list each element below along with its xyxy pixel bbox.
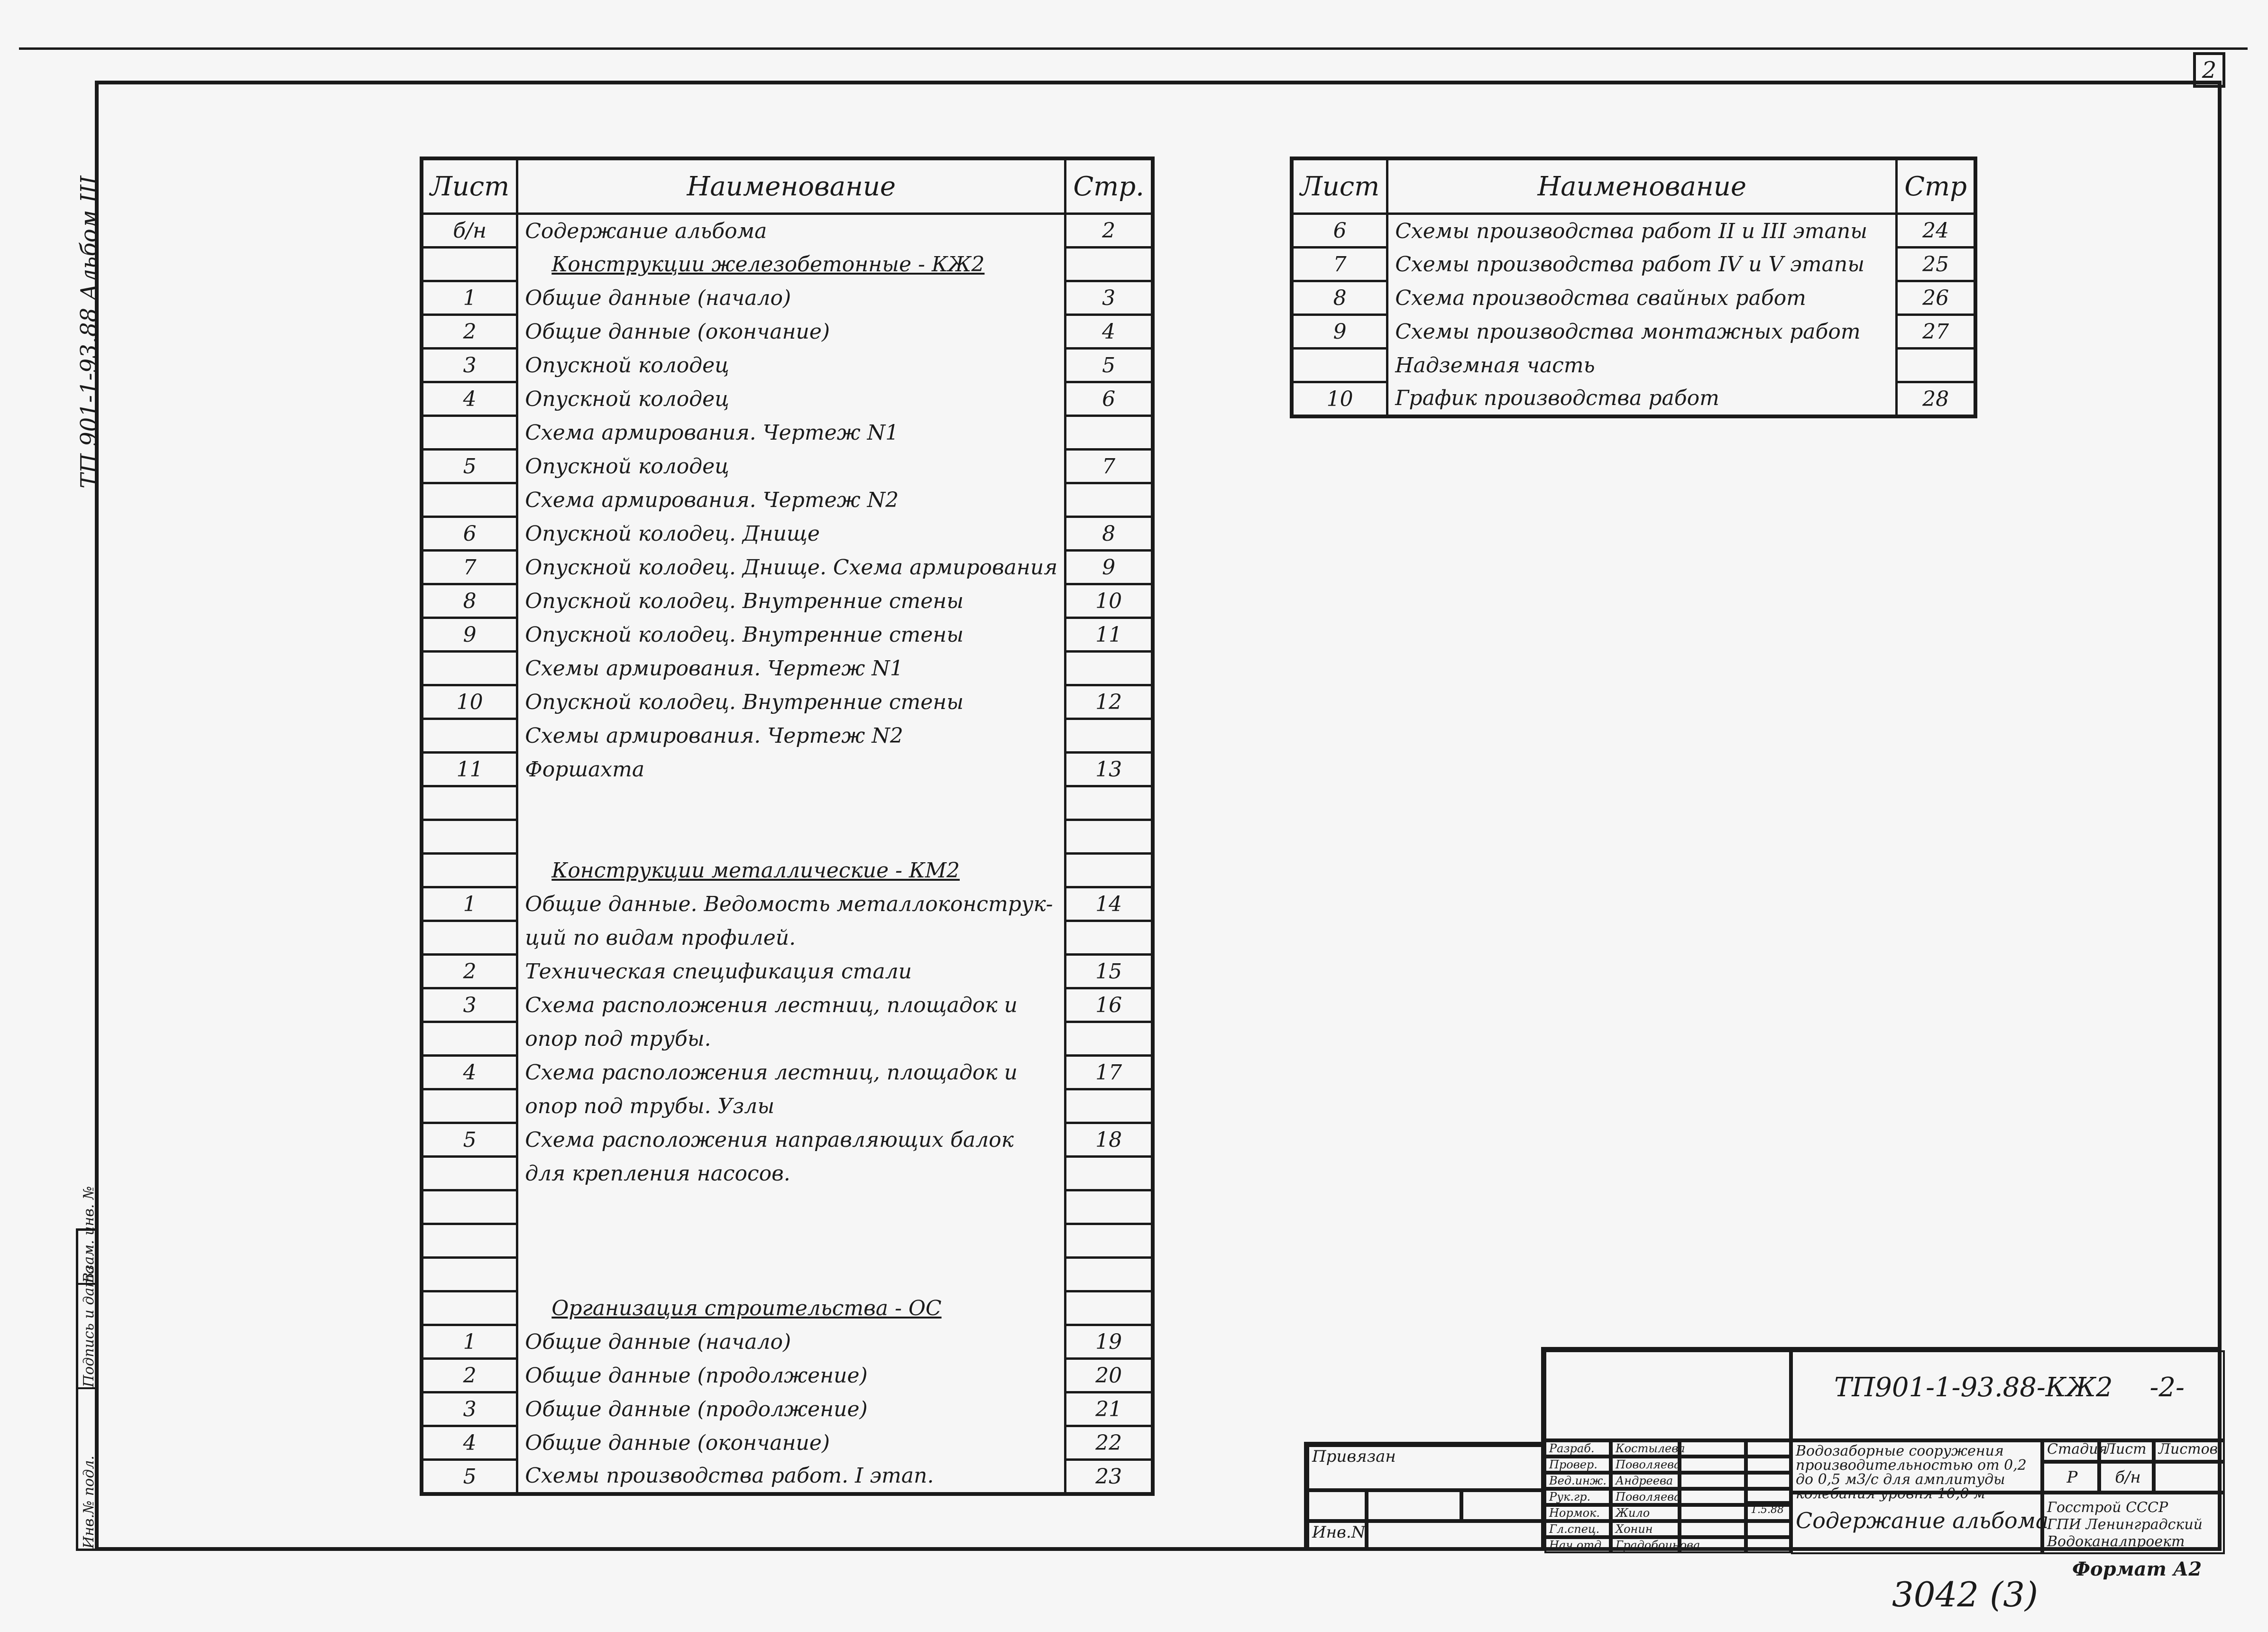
project-name: Водозаборные сооружения производительностью от 0,2 до 0,5 м3/с для амплитуды колебания уровня 10,0 м <box>1791 1440 2042 1493</box>
toc-left-name: ций по видам профилей. <box>517 921 1065 955</box>
toc-left-name: для крепления насосов. <box>517 1157 1065 1190</box>
toc-left-page: 8 <box>1065 517 1153 551</box>
binding-cell-1 <box>1307 1490 1367 1521</box>
toc-right-page: 26 <box>1897 281 1975 315</box>
toc-left-page <box>1065 854 1153 887</box>
toc-left-name: Опускной колодец. Внутренние стены <box>517 685 1065 719</box>
toc-right-sheet: 9 <box>1292 315 1387 349</box>
toc-left-page: 9 <box>1065 551 1153 584</box>
toc-left-sheet: 7 <box>422 551 517 584</box>
toc-left-name: Схемы армирования. Чертеж N2 <box>517 719 1065 753</box>
toc-right-sheet: 10 <box>1292 382 1387 417</box>
toc-left-page: 18 <box>1065 1123 1153 1157</box>
toc-left-row <box>422 1056 1153 1089</box>
document-code: ТП901-1-93.88-КЖ2 <box>1834 1372 2113 1403</box>
toc-left-name: Опускной колодец. Днище <box>517 517 1065 551</box>
toc-left-name: Общие данные (продолжение) <box>517 1359 1065 1392</box>
toc-left-row <box>422 1325 1153 1359</box>
toc-left-sheet: 1 <box>422 281 517 315</box>
toc-left-name: Схема армирования. Чертеж N1 <box>517 416 1065 450</box>
toc-left-row <box>422 450 1153 483</box>
toc-left-row <box>422 1258 1153 1291</box>
signature-mark <box>1680 1537 1746 1553</box>
toc-right-row <box>1292 382 1975 417</box>
toc-left-sheet: 5 <box>422 1460 517 1494</box>
toc-left-sheet <box>422 483 517 517</box>
handwritten-number: 3042 (3) <box>1892 1575 2038 1614</box>
toc-left-name: Организация строительства - ОС <box>517 1291 1065 1325</box>
toc-left-row <box>422 1123 1153 1157</box>
toc-left-page: 7 <box>1065 450 1153 483</box>
toc-left-row <box>422 551 1153 584</box>
toc-left-sheet: 2 <box>422 955 517 988</box>
signature-role: Нач.отд. <box>1544 1537 1611 1553</box>
toc-left-page <box>1065 921 1153 955</box>
toc-left-page: 2 <box>1065 214 1153 248</box>
toc-left-row <box>422 416 1153 450</box>
toc-right-row <box>1292 214 1975 248</box>
toc-left-name: Схема расположения лестниц, площадок и <box>517 1056 1065 1089</box>
toc-left-row <box>422 1460 1153 1494</box>
toc-left-page: 14 <box>1065 887 1153 921</box>
org-line-3: Водоканалпроект <box>2047 1533 2185 1550</box>
sheets-value <box>2154 1462 2225 1493</box>
toc-left-row <box>422 652 1153 685</box>
toc-left-name: Схемы производства работ. I этап. <box>517 1460 1065 1494</box>
side-stamp <box>76 1186 99 1551</box>
toc-left-sheet: 4 <box>422 1426 517 1460</box>
toc-left-sheet <box>422 786 517 820</box>
toc-left-sheet: 1 <box>422 1325 517 1359</box>
signature-name: Андреева <box>1611 1473 1680 1489</box>
title-block <box>1541 1347 2222 1551</box>
toc-right-name: Схемы производства монтажных работ <box>1387 315 1897 349</box>
toc-left-sheet: 8 <box>422 584 517 618</box>
toc-left-name: Общие данные. Ведомость металлоконструк- <box>517 887 1065 921</box>
signature-date <box>1746 1473 1791 1489</box>
toc-left-page: 13 <box>1065 753 1153 786</box>
signature-role: Гл.спец. <box>1544 1521 1611 1537</box>
linked-label: Привязан <box>1307 1445 1544 1490</box>
toc-left-sheet: 6 <box>422 517 517 551</box>
toc-left-page <box>1065 1022 1153 1056</box>
toc-left-name: Опускной колодец. Внутренние стены <box>517 584 1065 618</box>
toc-left-page <box>1065 1089 1153 1123</box>
toc-left-sheet <box>422 921 517 955</box>
toc-left-name <box>517 1190 1065 1224</box>
toc-left-page: 5 <box>1065 349 1153 382</box>
toc-right-name: Схема производства свайных работ <box>1387 281 1897 315</box>
toc-left-name: Опускной колодец. Внутренние стены <box>517 618 1065 652</box>
toc-left-row <box>422 988 1153 1022</box>
toc-left-name: Опускной колодец <box>517 450 1065 483</box>
toc-left-row <box>422 584 1153 618</box>
toc-left-page <box>1065 1224 1153 1258</box>
toc-left-table <box>420 157 1155 1496</box>
toc-left-page <box>1065 820 1153 854</box>
toc-left-sheet: 10 <box>422 685 517 719</box>
toc-left-page <box>1065 786 1153 820</box>
toc-left-page: 20 <box>1065 1359 1153 1392</box>
stage-label: Стадия <box>2042 1440 2099 1462</box>
toc-left-sheet: 5 <box>422 1123 517 1157</box>
toc-left-page: 15 <box>1065 955 1153 988</box>
toc-left-row <box>422 483 1153 517</box>
toc-left-name: Схема расположения лестниц, площадок и <box>517 988 1065 1022</box>
signature-name: Поволяева <box>1611 1489 1680 1505</box>
toc-left-sheet <box>422 1190 517 1224</box>
toc-left-sheet: 3 <box>422 1392 517 1426</box>
toc-right-page: 27 <box>1897 315 1975 349</box>
toc-right-name: Надземная часть <box>1387 349 1897 382</box>
toc-left-name: Схема расположения направляющих балок <box>517 1123 1065 1157</box>
toc-left-row <box>422 281 1153 315</box>
toc-left-name: Конструкции металлические - КМ2 <box>517 854 1065 887</box>
toc-left-sheet <box>422 719 517 753</box>
toc-left-row <box>422 786 1153 820</box>
title-block-code <box>1791 1350 2225 1440</box>
toc-left-page <box>1065 416 1153 450</box>
signature-mark <box>1680 1505 1746 1521</box>
signature-role: Нормок. <box>1544 1505 1611 1521</box>
toc-left-row <box>422 685 1153 719</box>
toc-left-sheet: 2 <box>422 315 517 349</box>
toc-left-page <box>1065 1190 1153 1224</box>
signature-mark <box>1680 1489 1746 1505</box>
toc-left-page: 19 <box>1065 1325 1153 1359</box>
toc-left-row <box>422 349 1153 382</box>
toc-left-page: 17 <box>1065 1056 1153 1089</box>
toc-right-page <box>1897 349 1975 382</box>
toc-left-header-sheet: Лист <box>422 158 517 214</box>
toc-left-row <box>422 214 1153 248</box>
signature-date <box>1746 1537 1791 1553</box>
toc-left-page: 12 <box>1065 685 1153 719</box>
toc-left-row <box>422 719 1153 753</box>
toc-left-sheet: б/н <box>422 214 517 248</box>
signature-mark <box>1680 1457 1746 1473</box>
toc-right-sheet <box>1292 349 1387 382</box>
toc-left-sheet: 4 <box>422 382 517 416</box>
toc-left-sheet: 11 <box>422 753 517 786</box>
toc-left-row <box>422 618 1153 652</box>
toc-left-row <box>422 1022 1153 1056</box>
toc-left-name: опор под трубы. <box>517 1022 1065 1056</box>
signature-mark <box>1680 1473 1746 1489</box>
toc-left-row <box>422 887 1153 921</box>
toc-left-row <box>422 921 1153 955</box>
toc-left-row <box>422 1089 1153 1123</box>
side-stamp-label-2: Инв.№ подл. <box>81 1456 97 1549</box>
toc-left-name: Схема армирования. Чертеж N2 <box>517 483 1065 517</box>
toc-left-name: Техническая спецификация стали <box>517 955 1065 988</box>
side-stamp-label-1: Подпись и дата <box>81 1265 97 1387</box>
toc-left-page: 23 <box>1065 1460 1153 1494</box>
toc-left-page <box>1065 248 1153 281</box>
toc-left-name: Форшахта <box>517 753 1065 786</box>
toc-left-row <box>422 820 1153 854</box>
signature-date <box>1746 1457 1791 1473</box>
toc-left-page: 22 <box>1065 1426 1153 1460</box>
stage-value: Р <box>2042 1462 2099 1493</box>
toc-right-header-page: Стр <box>1897 158 1975 214</box>
toc-left-row <box>422 753 1153 786</box>
toc-left-name <box>517 1224 1065 1258</box>
signature-role: Вед.инж. <box>1544 1473 1611 1489</box>
format-label: Формат А2 <box>2072 1558 2202 1580</box>
toc-left-sheet: 2 <box>422 1359 517 1392</box>
toc-left-name: Опускной колодец. Днище. Схема армирования <box>517 551 1065 584</box>
title-block-grid <box>1544 1350 1791 1440</box>
sheet-label: Лист <box>2099 1440 2154 1462</box>
toc-left-name <box>517 786 1065 820</box>
toc-left-sheet <box>422 652 517 685</box>
toc-left-sheet <box>422 1291 517 1325</box>
toc-left-row <box>422 854 1153 887</box>
organization <box>2042 1493 2225 1554</box>
binding-cell-2 <box>1367 1490 1461 1521</box>
toc-left-row <box>422 1224 1153 1258</box>
toc-left-name: Общие данные (начало) <box>517 1325 1065 1359</box>
toc-left-page: 21 <box>1065 1392 1153 1426</box>
toc-left-name <box>517 820 1065 854</box>
toc-left-sheet: 4 <box>422 1056 517 1089</box>
toc-left-sheet: 5 <box>422 450 517 483</box>
toc-left-sheet <box>422 1089 517 1123</box>
toc-left-sheet: 9 <box>422 618 517 652</box>
toc-right-sheet: 7 <box>1292 248 1387 281</box>
toc-right-page: 25 <box>1897 248 1975 281</box>
signature-mark <box>1680 1521 1746 1537</box>
toc-left-page: 11 <box>1065 618 1153 652</box>
toc-left-sheet <box>422 1258 517 1291</box>
toc-left-page <box>1065 719 1153 753</box>
toc-left-row <box>422 1157 1153 1190</box>
toc-left-row <box>422 1291 1153 1325</box>
toc-left-name: Общие данные (начало) <box>517 281 1065 315</box>
toc-left-name: Опускной колодец <box>517 382 1065 416</box>
toc-right-sheet: 8 <box>1292 281 1387 315</box>
toc-left-page: 16 <box>1065 988 1153 1022</box>
toc-left-name: Конструкции железобетонные - КЖ2 <box>517 248 1065 281</box>
signature-name: Жило <box>1611 1505 1680 1521</box>
toc-left-name: Общие данные (окончание) <box>517 315 1065 349</box>
toc-right-table <box>1290 157 1977 418</box>
toc-left-sheet <box>422 1157 517 1190</box>
toc-left-name: Общие данные (продолжение) <box>517 1392 1065 1426</box>
toc-right-header-name: Наименование <box>1387 158 1897 214</box>
binding-cell-3 <box>1461 1490 1544 1521</box>
toc-left-header-name: Наименование <box>517 158 1065 214</box>
signature-role: Рук.гр. <box>1544 1489 1611 1505</box>
toc-right-page: 28 <box>1897 382 1975 417</box>
toc-left-page <box>1065 652 1153 685</box>
toc-left-sheet: 3 <box>422 988 517 1022</box>
toc-left-sheet <box>422 820 517 854</box>
sheet-title: Содержание альбома <box>1791 1493 2042 1554</box>
top-trim-line <box>19 47 2248 50</box>
toc-left-name <box>517 1258 1065 1291</box>
signature-name: Костылева <box>1611 1440 1680 1457</box>
side-stamp-label-0: Взам. инв. № <box>81 1186 97 1283</box>
toc-left-page: 10 <box>1065 584 1153 618</box>
toc-left-row <box>422 1190 1153 1224</box>
signature-date <box>1746 1440 1791 1457</box>
toc-left-page: 6 <box>1065 382 1153 416</box>
signature-date <box>1746 1521 1791 1537</box>
toc-left-page <box>1065 1258 1153 1291</box>
toc-left-sheet <box>422 854 517 887</box>
toc-left-row <box>422 382 1153 416</box>
inv-label: Инв.N <box>1307 1521 1367 1551</box>
toc-left-sheet: 3 <box>422 349 517 382</box>
toc-left-name: Содержание альбома <box>517 214 1065 248</box>
signature-role: Провер. <box>1544 1457 1611 1473</box>
side-label: ТП 901-1-93.88 Альбом III <box>76 175 102 489</box>
toc-left-row <box>422 955 1153 988</box>
toc-left-row <box>422 248 1153 281</box>
toc-right-row <box>1292 248 1975 281</box>
signature-name: Хонин <box>1611 1521 1680 1537</box>
toc-left-row <box>422 315 1153 349</box>
toc-left-sheet: 1 <box>422 887 517 921</box>
toc-right-name: График производства работ <box>1387 382 1897 417</box>
toc-left-row <box>422 517 1153 551</box>
toc-left-page <box>1065 1291 1153 1325</box>
toc-right-row <box>1292 281 1975 315</box>
toc-left-sheet <box>422 248 517 281</box>
signature-name: Поволяева <box>1611 1457 1680 1473</box>
toc-left-name: Общие данные (окончание) <box>517 1426 1065 1460</box>
toc-right-name: Схемы производства работ IV и V этапы <box>1387 248 1897 281</box>
toc-left-page: 4 <box>1065 315 1153 349</box>
toc-left-header-page: Стр. <box>1065 158 1153 214</box>
org-line-1: Госстрой СССР <box>2047 1499 2168 1516</box>
signature-role: Разраб. <box>1544 1440 1611 1457</box>
sheet-value: б/н <box>2099 1462 2154 1493</box>
toc-left-name: опор под трубы. Узлы <box>517 1089 1065 1123</box>
toc-left-row <box>422 1426 1153 1460</box>
toc-right-sheet: 6 <box>1292 214 1387 248</box>
toc-right-name: Схемы производства работ II и III этапы <box>1387 214 1897 248</box>
toc-left-sheet <box>422 1022 517 1056</box>
toc-left-sheet <box>422 1224 517 1258</box>
toc-left-sheet <box>422 416 517 450</box>
toc-right-page: 24 <box>1897 214 1975 248</box>
toc-right-row <box>1292 315 1975 349</box>
document-code-page: -2- <box>2149 1372 2185 1403</box>
sheet-number: 2 <box>2193 52 2225 88</box>
org-line-2: ГПИ Ленинградский <box>2047 1516 2203 1533</box>
sheets-label: Листов <box>2154 1440 2225 1462</box>
toc-left-name: Опускной колодец <box>517 349 1065 382</box>
toc-left-page <box>1065 483 1153 517</box>
toc-right-header-sheet: Лист <box>1292 158 1387 214</box>
toc-left-row <box>422 1392 1153 1426</box>
toc-right-row <box>1292 349 1975 382</box>
signature-name: Градобоинова <box>1611 1537 1680 1553</box>
toc-left-row <box>422 1359 1153 1392</box>
inv-value <box>1367 1521 1544 1551</box>
signature-mark <box>1680 1440 1746 1457</box>
toc-left-name: Схемы армирования. Чертеж N1 <box>517 652 1065 685</box>
toc-left-page <box>1065 1157 1153 1190</box>
date: 1.5.88 <box>1746 1501 1791 1522</box>
binding-block <box>1304 1442 1545 1551</box>
toc-left-page: 3 <box>1065 281 1153 315</box>
